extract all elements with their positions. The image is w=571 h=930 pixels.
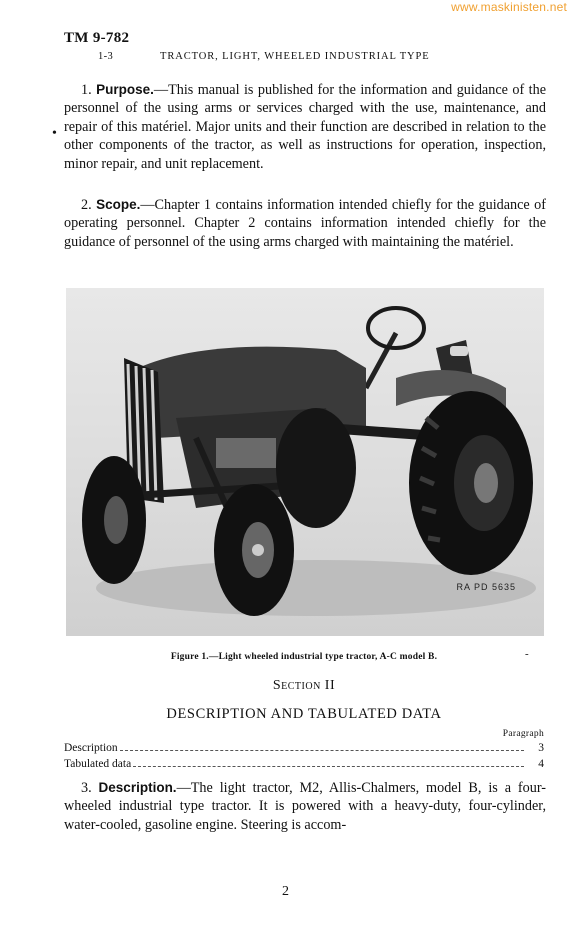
section-title: DESCRIPTION AND TABULATED DATA bbox=[166, 706, 442, 722]
toc-row bbox=[64, 742, 544, 754]
toc-row-label: Description bbox=[64, 742, 118, 754]
technical-manual-number: TM 9-782 bbox=[64, 30, 130, 46]
dot-leader bbox=[120, 749, 524, 751]
dot-leader bbox=[133, 765, 524, 767]
margin-mark: - bbox=[525, 648, 529, 660]
paragraph-number: 3. bbox=[81, 780, 92, 796]
paragraph-body: —Chapter 1 contains information intended chiefly for the guidance of operating personnel. Chapter 2 contains information intended chiefly for the guidance of personnel of the using arms charged with maintaining the matériel. bbox=[64, 197, 546, 250]
paragraph-number: 1. bbox=[81, 82, 92, 98]
running-head-paragraphs: 1-3 bbox=[98, 51, 114, 62]
paragraph-number: 2. bbox=[81, 197, 92, 213]
paragraph-description bbox=[64, 779, 546, 834]
running-head bbox=[64, 51, 504, 62]
paragraph-body: —The light tractor, M2, Allis-Chalmers, model B, is a four-wheeled industrial type tractor. It is powered with a heavy-duty, four-cylinder, water-cooled, gasoline engine. Steering is accom- bbox=[64, 780, 546, 833]
toc-row bbox=[64, 758, 544, 770]
paragraph-scope bbox=[64, 196, 546, 251]
paragraph-purpose bbox=[64, 81, 546, 173]
toc-row-label: Tabulated data bbox=[64, 758, 132, 770]
figure-caption: Figure 1.—Light wheeled industrial type tractor, A-C model B. bbox=[170, 652, 438, 662]
figure-id-mark: RA PD 5635 bbox=[456, 582, 516, 592]
page-number: 2 bbox=[282, 884, 289, 899]
section-label: Section II bbox=[272, 678, 336, 693]
toc-column-header: Paragraph bbox=[502, 729, 544, 739]
running-head-title: TRACTOR, LIGHT, WHEELED INDUSTRIAL TYPE bbox=[160, 51, 430, 62]
margin-mark: • bbox=[52, 126, 57, 141]
toc-row-paragraph: 3 bbox=[538, 742, 544, 754]
toc-row-paragraph: 4 bbox=[538, 758, 544, 770]
paragraph-heading: Description. bbox=[98, 780, 177, 795]
paragraph-heading: Purpose. bbox=[96, 82, 154, 97]
watermark-text: www.maskinisten.net bbox=[451, 0, 567, 14]
tractor-photograph bbox=[66, 288, 544, 636]
paragraph-body: —This manual is published for the information and guidance of the personnel of the using arms or services charged with the use, maintenance, and repair of this matériel. Major units and their function are described in relation to the other components of the tractor, as well as instructions for operation, inspection, minor repair, and unit replacement. bbox=[64, 82, 546, 172]
paragraph-heading: Scope. bbox=[96, 197, 141, 212]
